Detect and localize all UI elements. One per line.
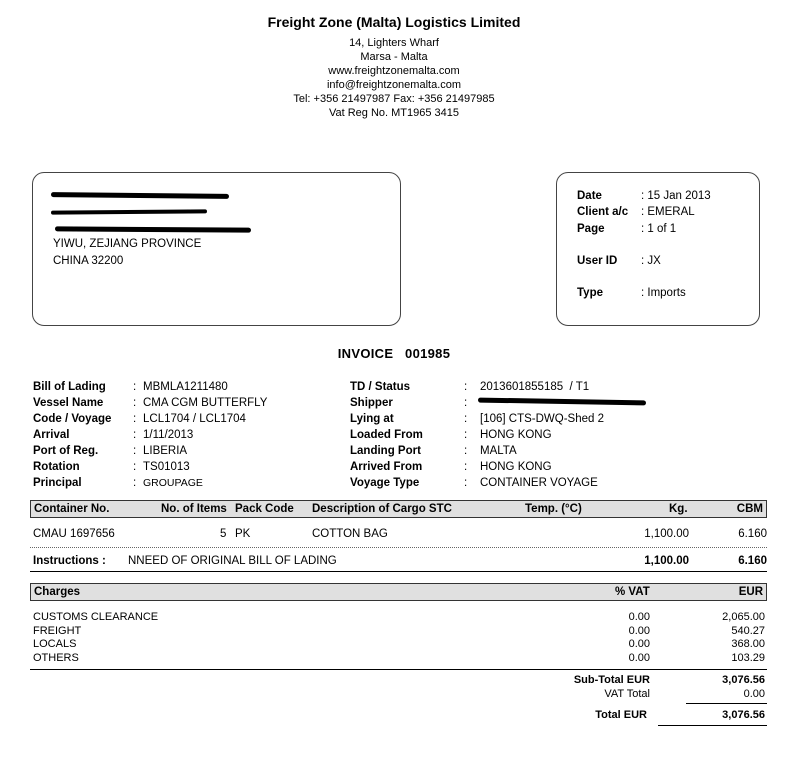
shipment-details-right [350, 379, 604, 491]
charge-eur: 2,065.00 [722, 611, 765, 623]
info-label: Lying at [350, 413, 394, 425]
instructions-label: Instructions : [33, 555, 106, 567]
info-label: Landing Port [350, 445, 421, 457]
instructions-row [30, 553, 767, 569]
company-email: info@freightzonemalta.com [326, 79, 462, 91]
info-row: Vessel Name : CMA CGM BUTTERFLY [33, 397, 268, 409]
company-phone: Tel: +356 21497987 Fax: +356 21497985 [293, 93, 495, 105]
charge-eur: 368.00 [731, 638, 765, 650]
charges-names [33, 611, 158, 665]
charge-eur: 540.27 [731, 624, 765, 637]
page-label: Page [577, 223, 605, 235]
charge-name: FREIGHT [33, 624, 82, 637]
col-no-of-items: No. of Items [161, 503, 227, 515]
info-label: TD / Status [350, 381, 411, 393]
type-label: Type [577, 287, 603, 299]
col-description: Description of Cargo STC [312, 503, 452, 515]
type-value: : Imports [641, 287, 686, 299]
date-label: Date [577, 190, 602, 202]
instructions-text: NNEED OF ORIGINAL BILL OF LADING [128, 555, 337, 567]
table-row [30, 526, 767, 542]
info-row: Port of Reg. : LIBERIA [33, 445, 188, 457]
address-line: YIWU, ZEJIANG PROVINCE [53, 238, 202, 250]
info-row: Loaded From : HONG KONG [350, 429, 552, 441]
info-label: Port of Reg. [33, 445, 99, 457]
total-kg: 1,100.00 [644, 555, 689, 567]
info-value: 1/11/2013 [143, 429, 194, 441]
shipment-details-left [33, 379, 267, 491]
info-row: Bill of Lading : MBMLA1211480 [33, 381, 228, 393]
info-row: Arrived From : HONG KONG [350, 461, 552, 473]
redaction-bar [55, 226, 251, 232]
col-kg: Kg. [669, 503, 688, 515]
charge-name: OTHERS [33, 651, 79, 664]
info-row: Shipper : [350, 395, 604, 411]
company-website: www.freightzonemalta.com [328, 65, 460, 77]
company-address-line: 14, Lighters Wharf [349, 37, 439, 49]
info-value: CONTAINER VOYAGE [480, 477, 598, 489]
customer-address-box [32, 172, 401, 326]
info-value: [106] CTS-DWQ-Shed 2 [480, 413, 604, 425]
page-value: : 1 of 1 [641, 223, 677, 235]
company-name: Freight Zone (Malta) Logistics Limited [267, 14, 521, 30]
info-value: 2013601855185 / T1 [480, 381, 590, 393]
charge-eur: 103.29 [731, 651, 765, 664]
col-charges: Charges [34, 586, 81, 598]
client-label: Client a/c [577, 206, 629, 218]
cell-container-no: CMAU 1697656 [33, 528, 115, 540]
total-label: Total EUR [595, 709, 647, 721]
user-value: : JX [641, 255, 661, 267]
info-value: MBMLA1211480 [143, 381, 228, 393]
charge-name: LOCALS [33, 638, 77, 650]
cell-items: 5 [220, 528, 227, 540]
info-label: Voyage Type [350, 477, 420, 489]
info-label: Shipper [350, 397, 393, 409]
redaction-bar [478, 398, 646, 406]
info-label: Rotation [33, 461, 80, 473]
col-container-no: Container No. [34, 503, 110, 515]
page-row [577, 223, 676, 235]
col-cbm: CBM [736, 503, 763, 515]
user-row [577, 255, 661, 267]
charge-vat: 0.00 [628, 611, 650, 623]
cell-pack: PK [235, 528, 251, 540]
charge-vat: 0.00 [628, 651, 650, 664]
date-row [577, 190, 711, 202]
company-address-line: Marsa - Malta [360, 51, 428, 63]
charge-vat: 0.00 [628, 638, 650, 650]
info-value: GROUPAGE [143, 477, 203, 489]
type-row [577, 287, 686, 299]
invoice-title: INVOICE 001985 [337, 346, 451, 361]
info-value: LCL1704 / LCL1704 [143, 413, 246, 425]
section-divider [30, 669, 767, 670]
company-header [0, 14, 788, 120]
charge-name: CUSTOMS CLEARANCE [33, 611, 159, 623]
info-row: Landing Port : MALTA [350, 445, 517, 457]
info-row: Voyage Type : CONTAINER VOYAGE [350, 477, 598, 489]
cargo-table-header [30, 500, 767, 518]
info-label: Arrival [33, 429, 70, 441]
info-label: Arrived From [350, 461, 423, 473]
vat-total-label: VAT Total [604, 688, 650, 700]
dotted-divider [30, 547, 767, 548]
info-value: TS01013 [143, 461, 190, 473]
info-row: Arrival : 1/11/2013 [33, 429, 194, 441]
subtotal-value: 3,076.56 [722, 674, 765, 686]
charges-table-header [30, 583, 767, 601]
redaction-bar [51, 209, 207, 214]
charge-vat: 0.00 [628, 624, 650, 637]
address-line: CHINA 32200 [53, 255, 124, 267]
vat-total-value: 0.00 [743, 688, 765, 700]
info-value: HONG KONG [480, 429, 552, 441]
col-vat: % VAT [615, 586, 650, 598]
cell-cbm: 6.160 [738, 528, 767, 540]
info-row: Principal : GROUPAGE [33, 477, 203, 489]
info-value: MALTA [480, 445, 517, 457]
col-temp: Temp. (°C) [525, 503, 582, 515]
cell-description: COTTON BAG [312, 528, 388, 540]
total-cbm: 6.160 [738, 555, 767, 567]
info-label: Principal [33, 477, 82, 489]
client-row [577, 206, 695, 218]
cell-kg: 1,100.00 [644, 528, 689, 540]
date-value: : 15 Jan 2013 [641, 190, 711, 202]
client-value: : EMERAL [641, 206, 695, 218]
info-row: TD / Status : 2013601855185 / T1 [350, 381, 590, 393]
charges-vat [590, 611, 650, 665]
col-pack-code: Pack Code [235, 503, 294, 515]
info-row: Rotation : TS01013 [33, 461, 190, 473]
info-label: Code / Voyage [33, 413, 112, 425]
info-row: Lying at : [106] CTS-DWQ-Shed 2 [350, 413, 604, 425]
info-label: Vessel Name [33, 397, 104, 409]
info-row: Code / Voyage : LCL1704 / LCL1704 [33, 413, 246, 425]
info-label: Bill of Lading [33, 381, 106, 393]
total-value: 3,076.56 [722, 709, 765, 721]
info-label: Loaded From [350, 429, 423, 441]
info-value: HONG KONG [480, 461, 552, 473]
info-value: LIBERIA [143, 445, 188, 457]
user-label: User ID [577, 255, 618, 267]
info-value: CMA CGM BUTTERFLY [143, 397, 268, 409]
col-eur: EUR [738, 586, 763, 598]
company-vat: Vat Reg No. MT1965 3415 [328, 107, 460, 119]
total-underline [686, 703, 767, 704]
total-underline [658, 725, 767, 726]
charges-eur [690, 611, 765, 665]
section-divider [30, 571, 767, 572]
invoice-meta-box [556, 172, 760, 326]
redaction-bar [51, 192, 229, 199]
subtotal-label: Sub-Total EUR [573, 674, 650, 686]
